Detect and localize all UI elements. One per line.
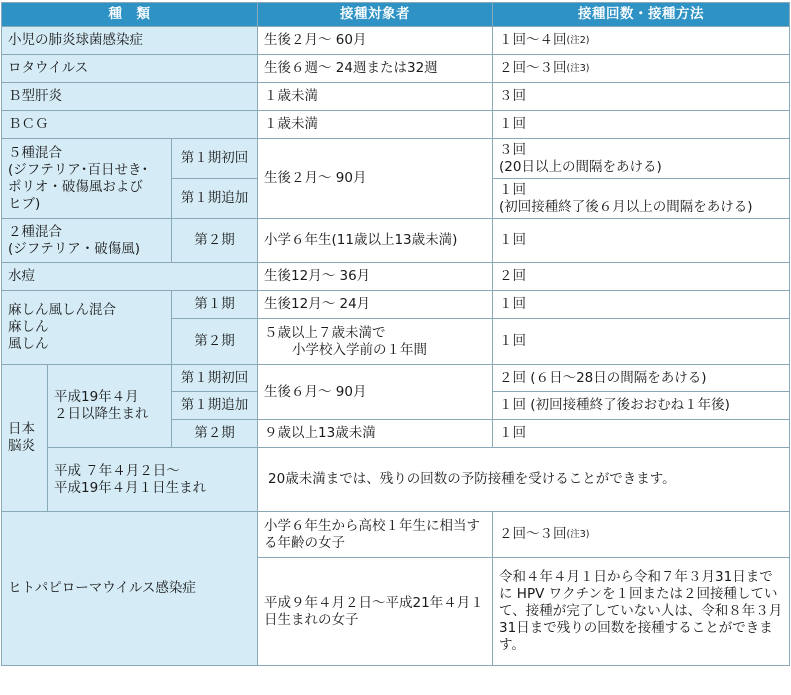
target-cell: 小学６年生(11歳以上13歳未満) [258, 219, 493, 263]
vaccine-name: ５種混合 (ジフテリア･百日せき･ ポリオ・破傷風および ヒブ) [2, 139, 172, 219]
table-row [2, 139, 790, 179]
phase-cell: 第１期初回 [172, 365, 258, 392]
note-ref: (注3) [566, 63, 590, 74]
header-type: 種 類 [2, 3, 258, 27]
vaccine-name: ヒトパピローマウイルス感染症 [2, 512, 258, 666]
vaccine-name: 麻しん風しん混合 麻しん 風しん [2, 291, 172, 365]
vaccination-schedule-table [1, 2, 790, 666]
header-target: 接種対象者 [258, 3, 493, 27]
method-cell: １回 [493, 111, 790, 139]
table-row [2, 365, 790, 392]
target-cell [258, 319, 493, 365]
vaccine-name: 日本 脳炎 [2, 365, 48, 512]
method-cell: ２回 (６日～28日の間隔をあける) [493, 365, 790, 392]
table-row [2, 512, 790, 558]
count-text: ２回～３回 [499, 526, 567, 542]
method-cell: １回 (初回接種終了後おおむね１年後) [493, 392, 790, 420]
target-cell: 生後12月～ 24月 [258, 291, 493, 319]
table-row [2, 55, 790, 83]
target-line: 小学校入学前の１年間 [292, 341, 428, 358]
method-cell: ３回 [493, 83, 790, 111]
note-ref: (注3) [566, 529, 590, 540]
target-cell: 小学６年生から高校１年生に相当する年齢の女子 [258, 512, 493, 558]
target-cell: 生後６月～ 90月 [258, 365, 493, 420]
count-text: ２回～３回 [499, 60, 567, 76]
vaccine-name: ＢＣＧ [2, 111, 258, 139]
phase-cell: 第１期追加 [172, 392, 258, 420]
target-cell: 生後２月～ 60月 [258, 27, 493, 55]
phase-cell: 第１期追加 [172, 179, 258, 219]
table-row [2, 27, 790, 55]
method-cell: １回 [493, 420, 790, 448]
je-group-1: 平成19年４月 ２日以降生まれ [48, 365, 172, 448]
phase-cell: 第２期 [172, 420, 258, 448]
target-cell: 平成９年４月２日～平成21年４月１日生まれの女子 [258, 558, 493, 666]
table-row [2, 111, 790, 139]
target-cell: １歳未満 [258, 83, 493, 111]
target-cell: ９歳以上13歳未満 [258, 420, 493, 448]
target-cell: 生後12月～ 36月 [258, 263, 493, 291]
phase-cell: 第２期 [172, 319, 258, 365]
vaccine-name: 水痘 [2, 263, 258, 291]
je-group-2-text: 20歳未満までは、残りの回数の予防接種を受けることができます。 [258, 448, 790, 512]
target-cell: 生後２月～ 90月 [258, 139, 493, 219]
je-group-2: 平成 ７年４月２日～ 平成19年４月１日生まれ [48, 448, 258, 512]
method-cell [493, 55, 790, 83]
target-cell: １歳未満 [258, 111, 493, 139]
table-header-row [2, 3, 790, 27]
table-row [2, 83, 790, 111]
vaccine-name: ２種混合 (ジフテリア・破傷風) [2, 219, 172, 263]
table-row [2, 219, 790, 263]
phase-cell: 第２期 [172, 219, 258, 263]
method-cell: ２回 [493, 263, 790, 291]
count-text: １回～４回 [499, 32, 567, 48]
header-method: 接種回数・接種方法 [493, 3, 790, 27]
method-cell: ３回 (20日以上の間隔をあける) [493, 139, 790, 179]
method-cell [493, 512, 790, 558]
target-line: ５歳以上７歳未満で [264, 324, 386, 341]
note-ref: (注2) [566, 35, 590, 46]
vaccine-name: 小児の肺炎球菌感染症 [2, 27, 258, 55]
table-row [2, 448, 790, 512]
target-cell: 生後６週～ 24週または32週 [258, 55, 493, 83]
method-cell: １回 [493, 291, 790, 319]
phase-cell: 第１期 [172, 291, 258, 319]
method-cell [493, 27, 790, 55]
method-cell: 令和４年４月１日から令和７年３月31日までに HPV ワクチンを１回または２回接種していて、接種が完了していない人は、令和８年３月31日まで残りの回数を接種することができます。 [493, 558, 790, 666]
method-cell: １回 [493, 219, 790, 263]
phase-cell: 第１期初回 [172, 139, 258, 179]
vaccine-name: ロタウイルス [2, 55, 258, 83]
table-row [2, 263, 790, 291]
table-row [2, 291, 790, 319]
method-cell: １回 (初回接種終了後６月以上の間隔をあける) [493, 179, 790, 219]
method-cell: １回 [493, 319, 790, 365]
vaccine-name: Ｂ型肝炎 [2, 83, 258, 111]
